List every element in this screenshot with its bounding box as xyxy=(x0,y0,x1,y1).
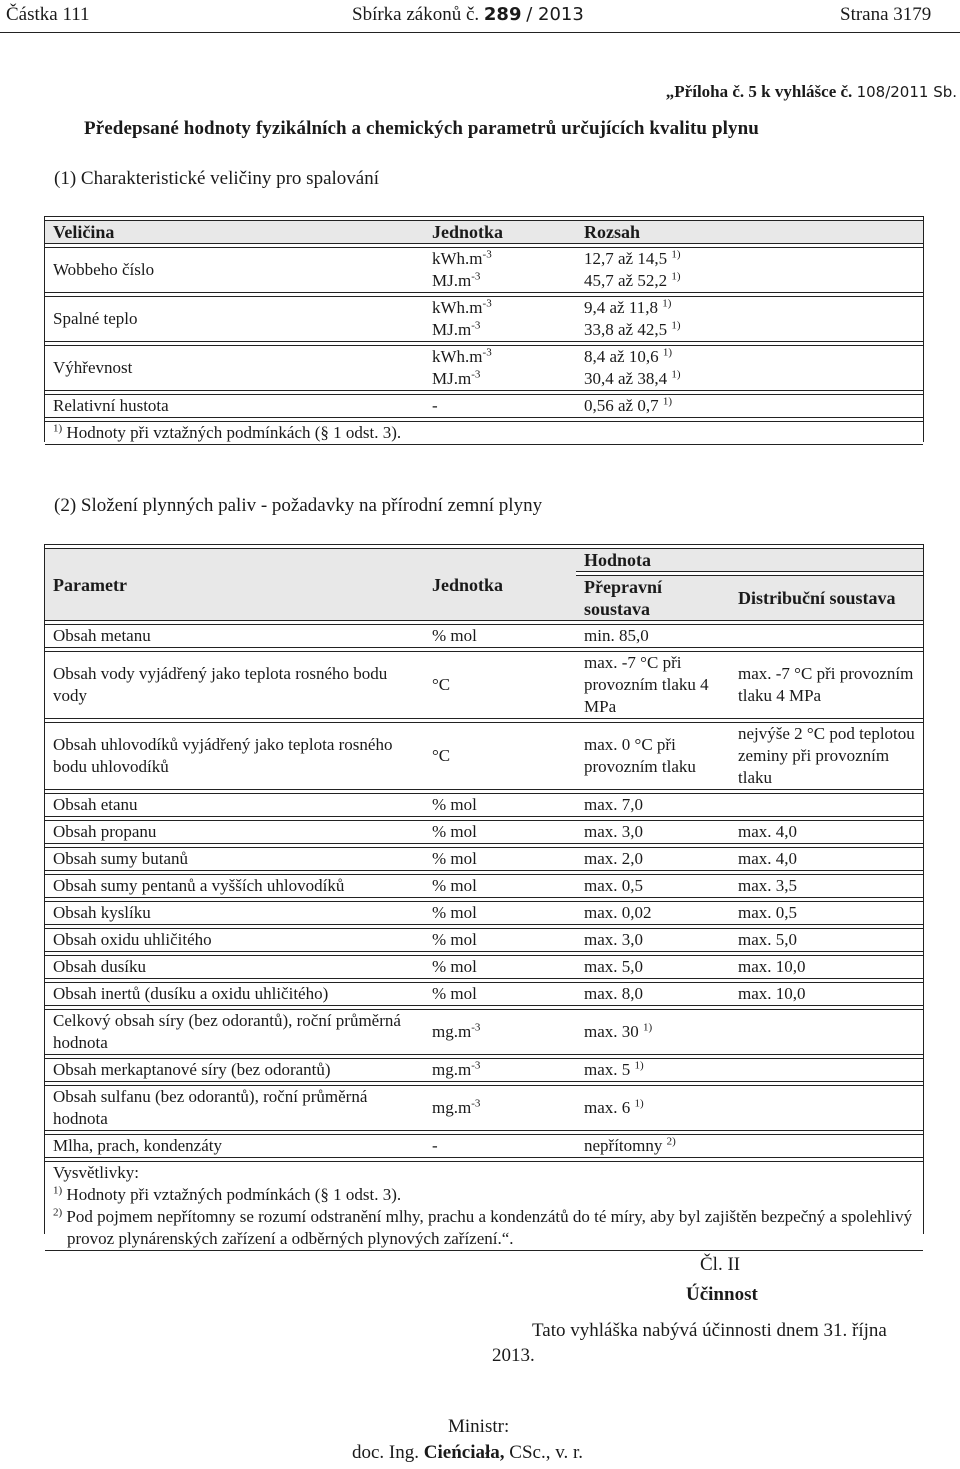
legend-note-2: $^{2)}$ Pod pojmem nepřítomny se rozumí odstranění mlhy, prachu a kondenzátů do té míry, aby byl zajištěn bezpečný a spolehlivý provoz plynárenských zařízení a odběrných plynových zařízení.“. xyxy=(53,1206,913,1248)
quantity-name: Relativní hustota xyxy=(45,394,420,418)
quantity-unit: - xyxy=(424,394,572,418)
article-title: Účinnost xyxy=(686,1284,758,1305)
article-text-continued: 2013. xyxy=(492,1345,535,1366)
col-header: Distribuční soustava xyxy=(730,575,923,621)
col-header: Parametr xyxy=(45,548,420,621)
table-header-row xyxy=(45,548,923,572)
quantity-name: Spalné teplo xyxy=(45,296,420,342)
quantity-name: Wobbeho číslo xyxy=(45,247,420,293)
article-number: Čl. II xyxy=(700,1254,741,1275)
table-row xyxy=(45,296,923,342)
legend-title: Vysvětlivky: xyxy=(53,1163,139,1182)
header-part: Částka 111 xyxy=(6,4,90,25)
signature-name: doc. Ing. Cieńciała, CSc., v. r. xyxy=(352,1442,583,1463)
table-row xyxy=(45,345,923,391)
col-header: Rozsah xyxy=(576,220,923,244)
table-row: Obsah sumy pentanů a vyšších uhlovodíků % mol max. 0,5 max. 3,5 xyxy=(45,874,923,898)
table-row: Obsah metanu % mol min. 85,0 xyxy=(45,624,923,648)
quantity-range: 9,4 až 11,8 $^{1)}$ 33,8 až 42,5 $^{1)}$ xyxy=(576,296,923,342)
table-row: Obsah dusíku % mol max. 5,0 max. 10,0 xyxy=(45,955,923,979)
table-row xyxy=(45,247,923,293)
table-row: Obsah uhlovodíků vyjádřený jako teplota rosného bodu uhlovodíků °C max. 0 °C při provozním tlaku nejvýše 2 °C pod teplotou zeminy při provozním tlaku xyxy=(45,722,923,790)
table-row: Celkový obsah síry (bez odorantů), roční průměrná hodnota $mg.m^{-3}$ max. 30 $^{1)}$ xyxy=(45,1009,923,1055)
table-row: Obsah sulfanu (bez odorantů), roční průměrná hodnota $mg.m^{-3}$ max. 6 $^{1)}$ xyxy=(45,1085,923,1131)
article-text: Tato vyhláška nabývá účinnosti dnem 31. října xyxy=(532,1320,887,1341)
col-header: Jednotka xyxy=(424,548,572,621)
table-footnote-row xyxy=(45,421,923,445)
col-header: Hodnota xyxy=(576,548,923,572)
quantity-unit: $kWh.m^{-3}$ $MJ.m^{-3}$ xyxy=(424,345,572,391)
quantity-range: 12,7 až 14,5 $^{1)}$ 45,7 až 52,2 $^{1)}$ xyxy=(576,247,923,293)
header-page: Strana 3179 xyxy=(840,4,932,25)
legend-row xyxy=(45,1161,923,1251)
table-row: Obsah merkaptanové síry (bez odorantů) $mg.m^{-3}$ max. 5 $^{1)}$ xyxy=(45,1058,923,1082)
attachment-reference: „Příloha č. 5 k vyhlášce č. 108/2011 Sb. xyxy=(665,82,957,101)
section2-heading: (2) Složení plynných paliv - požadavky na přírodní zemní plyny xyxy=(54,495,543,516)
header-rule xyxy=(0,32,960,33)
quantity-unit: $kWh.m^{-3}$ $MJ.m^{-3}$ xyxy=(424,296,572,342)
legend-note-1: $^{1)}$ Hodnoty při vztažných podmínkách (§ 1 odst. 3). xyxy=(53,1184,402,1204)
header-collection: Sbírka zákonů č. 289 / 2013 xyxy=(352,4,584,25)
col-header: Veličina xyxy=(45,220,420,244)
quantity-unit: $kWh.m^{-3}$ $MJ.m^{-3}$ xyxy=(424,247,572,293)
header-collection-number: 289 xyxy=(483,4,522,25)
table-row: Obsah inertů (dusíku a oxidu uhličitého) % mol max. 8,0 max. 10,0 xyxy=(45,982,923,1006)
section1-heading: (1) Charakteristické veličiny pro spalování xyxy=(54,168,380,189)
table-composition xyxy=(44,544,924,1248)
table-header-row xyxy=(45,220,923,244)
table-row: Obsah etanu % mol max. 7,0 xyxy=(45,793,923,817)
quantity-range: 0,56 až 0,7 $^{1)}$ xyxy=(576,394,923,418)
table-row xyxy=(45,394,923,418)
col-header: Přepravní soustava xyxy=(576,575,726,621)
signature-role: Ministr: xyxy=(448,1416,510,1437)
table-row: Obsah oxidu uhličitého % mol max. 3,0 max. 5,0 xyxy=(45,928,923,952)
quantity-name: Výhřevnost xyxy=(45,345,420,391)
page-header xyxy=(0,0,960,34)
table-row: Obsah kyslíku % mol max. 0,02 max. 0,5 xyxy=(45,901,923,925)
quantity-range: 8,4 až 10,6 $^{1)}$ 30,4 až 38,4 $^{1)}$ xyxy=(576,345,923,391)
table-row: Obsah propanu % mol max. 3,0 max. 4,0 xyxy=(45,820,923,844)
table-footnote: $^{1)}$ Hodnoty při vztažných podmínkách (§ 1 odst. 3). xyxy=(45,421,923,445)
table-combustion xyxy=(44,216,924,442)
table-row: Obsah sumy butanů % mol max. 2,0 max. 4,0 xyxy=(45,847,923,871)
table-row: Mlha, prach, kondenzáty - nepřítomny $^{2)}$ xyxy=(45,1134,923,1158)
legend xyxy=(45,1161,923,1251)
attachment-number: 108/2011 Sb. xyxy=(856,83,957,101)
document-title: Předepsané hodnoty fyzikálních a chemických parametrů určujících kvalitu plynu xyxy=(84,118,759,139)
table-row: Obsah vody vyjádřený jako teplota rosného bodu vody °C max. -7 °C při provozním tlaku 4 MPa max. -7 °C při provozním tlaku 4 MPa xyxy=(45,651,923,719)
col-header: Jednotka xyxy=(424,220,572,244)
